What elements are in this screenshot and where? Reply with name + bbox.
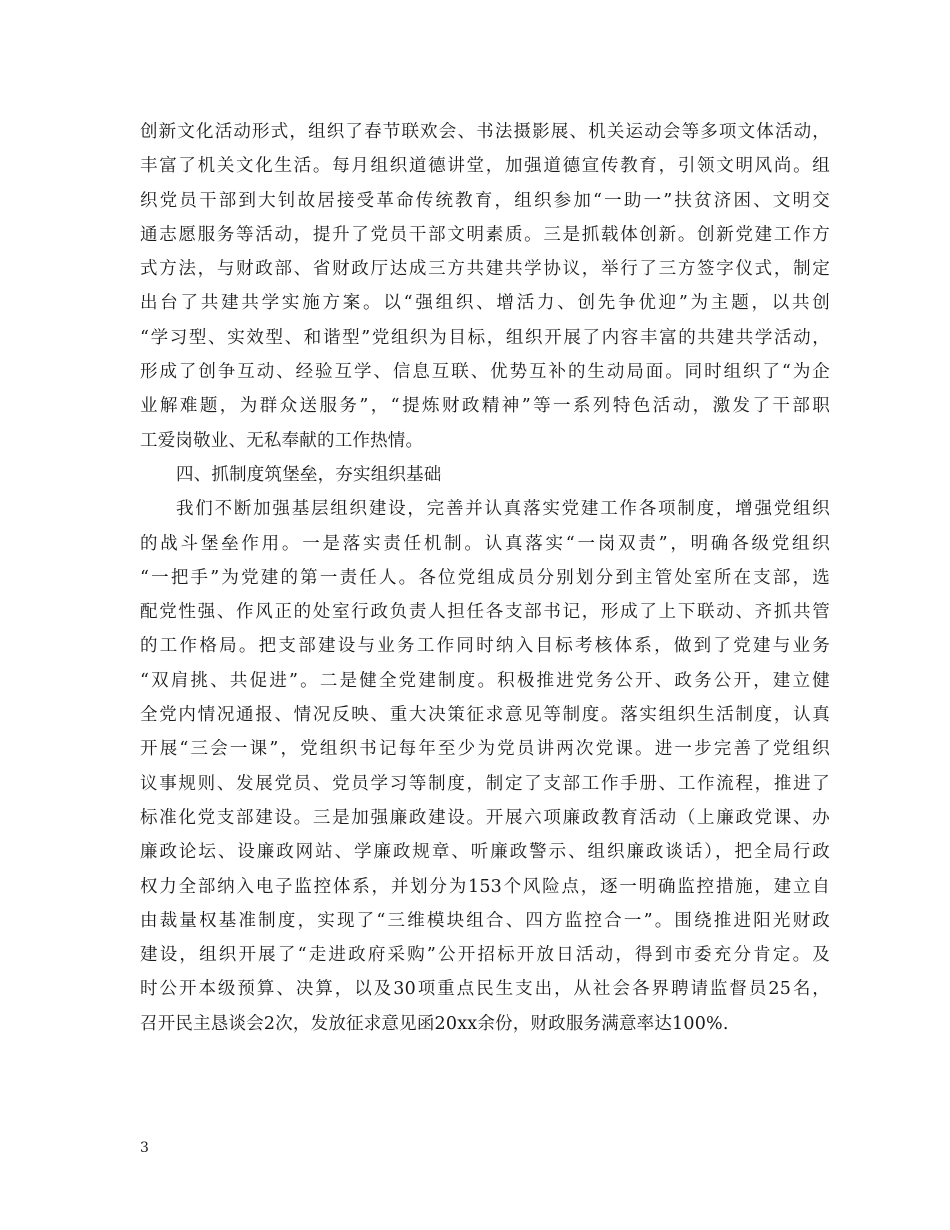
- text-line: 工爱岗敬业、无私奉献的工作热情。: [140, 430, 424, 451]
- page-number: 3: [140, 1140, 149, 1156]
- text-line: 通志愿服务等活动，提升了党员干部文明素质。三是抓载体创新。创新党建工作方: [140, 224, 830, 245]
- text-line: 时公开本级预算、决算，以及30项重点民生支出，从社会各界聘请监督员25名，: [140, 979, 830, 1000]
- text-line: “学习型、实效型、和谐型”党组织为目标，组织开展了内容丰富的共建共学活动，: [140, 327, 830, 348]
- text-line: 开展“三会一课”，党组织书记每年至少为党员讲两次党课。进一步完善了党组织: [140, 739, 830, 760]
- text-line: 全党内情况通报、情况反映、重大决策征求意见等制度。落实组织生活制度，认真: [140, 705, 830, 726]
- text-line: 标准化党支部建设。三是加强廉政建设。开展六项廉政教育活动（上廉政党课、办: [140, 807, 830, 828]
- section-heading: 四、抓制度筑堡垒，夯实组织基础: [176, 464, 442, 485]
- paragraph-culture-activities: [140, 115, 830, 458]
- text-line: 业解难题，为群众送服务”，“提炼财政精神”等一系列特色活动，激发了干部职: [140, 396, 830, 417]
- text-line: 的工作格局。把支部建设与业务工作同时纳入目标考核体系，做到了党建与业务: [140, 636, 830, 657]
- text-line: 式方法，与财政部、省财政厅达成三方共建共学协议，举行了三方签字仪式，制定: [140, 259, 830, 280]
- text-line: 廉政论坛、设廉政网站、学廉政规章、听廉政警示、组织廉政谈话），把全局行政: [140, 842, 830, 863]
- text-line: “一把手”为党建的第一责任人。各位党组成员分别划分到主管处室所在支部，选: [140, 567, 830, 588]
- text-line: 创新文化活动形式，组织了春节联欢会、书法摄影展、机关运动会等多项文体活动，: [140, 122, 830, 142]
- text-line: 形成了创争互动、经验互学、信息互联、优势互补的生动局面。同时组织了“为企: [140, 362, 830, 383]
- text-line: 建设，组织开展了“走进政府采购”公开招标开放日活动，得到市委充分肯定。及: [140, 945, 830, 966]
- text-line: 的战斗堡垒作用。一是落实责任机制。认真落实“一岗双责”，明确各级党组织: [140, 533, 830, 554]
- document-body: [140, 115, 830, 1041]
- text-line: “双肩挑、共促进”。二是健全党建制度。积极推进党务公开、政务公开，建立健: [140, 670, 830, 691]
- text-line: 出台了共建共学实施方案。以“强组织、增活力、创先争优迎”为主题，以共创: [140, 293, 830, 314]
- text-line: 权力全部纳入电子监控体系，并划分为153个风险点，逐一明确监控措施，建立自: [140, 876, 830, 897]
- text-line: 织党员干部到大钊故居接受革命传统教育，组织参加“一助一”扶贫济困、文明交: [140, 190, 830, 211]
- text-line: 丰富了机关文化生活。每月组织道德讲堂，加强道德宣传教育，引领文明风尚。组: [140, 156, 830, 177]
- text-line: 配党性强、作风正的处室行政负责人担任各支部书记，形成了上下联动、齐抓共管: [140, 602, 830, 623]
- text-line: 我们不断加强基层组织建设，完善并认真落实党建工作各项制度，增强党组织: [176, 499, 830, 520]
- text-line: 议事规则、发展党员、党员学习等制度，制定了支部工作手册、工作流程，推进了: [140, 773, 830, 794]
- text-line: 由裁量权基准制度，实现了“三维模块组合、四方监控合一”。围绕推进阳光财政: [140, 910, 830, 931]
- paragraph-organization-building: [140, 492, 830, 1041]
- text-line: 召开民主恳谈会2次，发放征求意见函20xx余份，财政服务满意率达100%.: [140, 1013, 729, 1034]
